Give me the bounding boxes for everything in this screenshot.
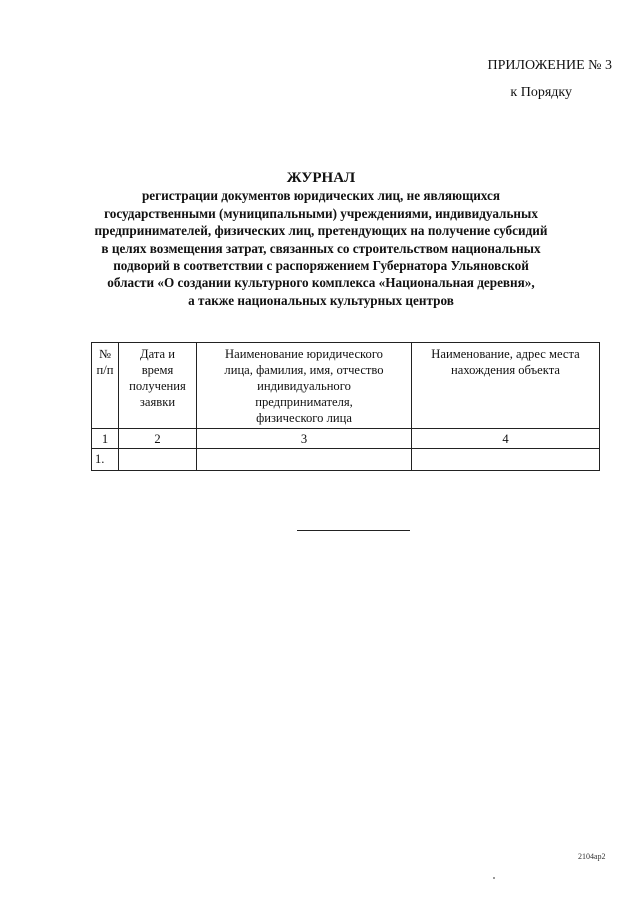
title-line: в целях возмещения затрат, связанных со строительством национальных — [101, 240, 541, 256]
table-cell — [197, 449, 412, 471]
title-line: а также национальных культурных центров — [188, 292, 454, 308]
title-line: государственными (муниципальными) учреждениями, индивидуальных — [104, 205, 538, 221]
document-heading: ЖУРНАЛ — [286, 170, 356, 186]
title-line: подворий в соответствии с распоряжением Губернатора Ульяновской — [113, 258, 529, 274]
title-line: предпринимателей, физических лиц, претендующих на получение субсидий — [94, 223, 548, 239]
registration-table — [91, 342, 600, 471]
end-rule-divider — [297, 530, 410, 531]
header-cell-name — [197, 343, 412, 429]
document-title-block — [80, 170, 562, 309]
header-text: лица, фамилия, имя, отчество — [224, 363, 384, 377]
table-cell — [412, 449, 600, 471]
header-text: нахождения объекта — [451, 363, 560, 377]
document-code: 2104ар2 — [578, 852, 606, 861]
appendix-header — [440, 56, 612, 103]
header-text: получения — [129, 379, 186, 393]
header-cell-number — [92, 343, 119, 429]
header-text: Наименование юридического — [225, 347, 383, 361]
table-row — [92, 449, 600, 471]
header-text: время — [141, 363, 174, 377]
column-number: 1 — [92, 429, 119, 449]
table-cell — [119, 449, 197, 471]
header-text: предпринимателя, — [255, 395, 353, 409]
column-number: 3 — [197, 429, 412, 449]
column-number-row — [92, 429, 600, 449]
appendix-title: ПРИЛОЖЕНИЕ № 3 — [487, 58, 612, 73]
header-text: № — [98, 347, 112, 361]
header-text: физического лица — [256, 411, 352, 425]
table-header-row — [92, 343, 600, 429]
title-line: регистрации документов юридических лиц, не являющихся — [141, 188, 501, 204]
header-cell-address — [412, 343, 600, 429]
column-number: 2 — [119, 429, 197, 449]
header-text: п/п — [96, 363, 114, 377]
header-text: индивидуального — [257, 379, 351, 393]
appendix-subtitle: к Порядку — [510, 85, 572, 100]
title-line: области «О создании культурного комплекса «Национальная деревня», — [107, 275, 535, 291]
table-cell: 1. — [92, 449, 119, 471]
header-text: заявки — [139, 395, 176, 409]
header-text: Наименование, адрес места — [431, 347, 580, 361]
column-number: 4 — [412, 429, 600, 449]
header-cell-date — [119, 343, 197, 429]
scan-speck — [493, 877, 495, 879]
header-text: Дата и — [140, 347, 175, 361]
